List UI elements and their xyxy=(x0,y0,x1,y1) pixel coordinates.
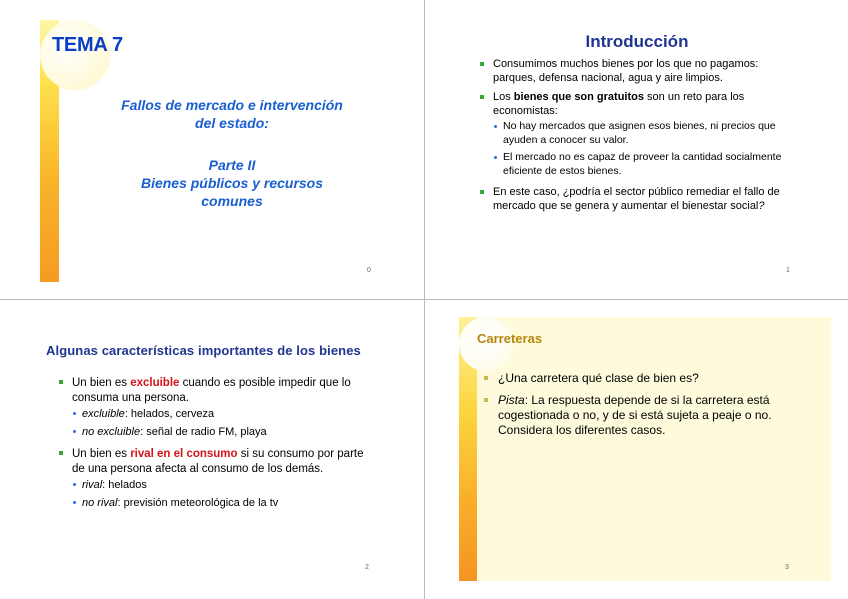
bullet-list xyxy=(484,371,784,445)
sub-bullet-item xyxy=(72,478,374,492)
slide-2 xyxy=(0,300,424,599)
slide-3 xyxy=(425,300,848,599)
bullet-item xyxy=(59,447,374,476)
bullet-text: Un bien es xyxy=(72,377,131,389)
bullet-list xyxy=(480,58,790,219)
sub-bullet-text: : helados, cerveza xyxy=(124,408,215,420)
sub-bullet-text: No hay mercados que asignen esos bienes, ni precios que ayuden a conocer su valor. xyxy=(503,120,776,146)
bullet-text: Los xyxy=(493,91,514,103)
bullet-text: son un reto para los economistas: xyxy=(493,91,745,117)
sub-bullet-term: no rival xyxy=(82,497,118,509)
bullet-item xyxy=(480,58,790,85)
slide-1 xyxy=(425,0,848,299)
subtitle-line: Parte II xyxy=(208,157,256,173)
slide-0 xyxy=(0,0,424,299)
sub-bullet-item xyxy=(72,407,374,421)
bullet-text: Un bien es xyxy=(72,448,131,460)
bullet-item xyxy=(59,376,374,405)
page-number: 1 xyxy=(786,267,790,274)
slide-title: Algunas características importantes de los bienes xyxy=(46,343,361,358)
bullet-list xyxy=(59,376,374,514)
slide-title: Introducción xyxy=(585,32,689,51)
slide-title: TEMA 7 xyxy=(52,34,123,56)
bullet-item xyxy=(480,186,790,213)
sub-bullet-item xyxy=(493,151,790,178)
bullet-item xyxy=(484,371,784,386)
bullet-text: cuando es posible impedir que lo consuma una persona. xyxy=(72,377,351,404)
sub-bullet-term: no excluible xyxy=(82,426,141,438)
sub-bullet-term: rival xyxy=(82,479,103,491)
page-number: 0 xyxy=(367,267,371,274)
subtitle-line: del estado: xyxy=(195,115,269,131)
sub-bullet-text: : previsión meteorológica de la tv xyxy=(117,497,279,509)
bullet-text: : La respuesta depende de si la carretera está cogestionada o no, y de si está sujeta a peaje o no. Considera los diferentes casos. xyxy=(498,393,772,437)
bullet-text: Consumimos muchos bienes por los que no pagamos: parques, defensa nacional, agua y aire limpios. xyxy=(493,58,759,84)
sub-bullet-text: : señal de radio FM, playa xyxy=(140,426,267,438)
highlight-term: excluible xyxy=(130,377,180,389)
subtitle-line: comunes xyxy=(201,193,263,209)
subtitle-line: Bienes públicos y recursos xyxy=(140,175,324,191)
bullet-item xyxy=(480,91,790,118)
page-number: 3 xyxy=(785,564,789,571)
page-number: 2 xyxy=(365,564,369,571)
bullet-text: ? xyxy=(758,199,765,212)
slide-background xyxy=(459,317,831,581)
sub-bullet-text: El mercado no es capaz de proveer la cantidad socialmente eficiente de estos bienes. xyxy=(503,151,782,177)
sub-bullet-item xyxy=(72,496,374,510)
bullet-term: Pista xyxy=(498,393,525,407)
bullet-text: En este caso, ¿podría el sector público remediar el fallo de mercado que se genera y aumentar el bienestar social xyxy=(493,186,780,212)
slide-title: Carreteras xyxy=(477,331,543,346)
bullet-text: si su consumo por parte de una persona afecta al consumo de los demás. xyxy=(72,448,364,475)
bullet-text: ¿Una carretera qué clase de bien es? xyxy=(498,371,699,385)
sub-bullet-item xyxy=(493,120,790,147)
bullet-bold-text: bienes que son gratuitos xyxy=(513,91,644,103)
sub-bullet-text: : helados xyxy=(102,479,147,491)
bullet-item xyxy=(484,393,784,438)
highlight-term: rival en el consumo xyxy=(130,448,238,460)
sub-bullet-item xyxy=(72,425,374,439)
subtitle-line: Fallos de mercado e intervención xyxy=(121,97,343,113)
sub-bullet-term: excluible xyxy=(82,408,125,420)
